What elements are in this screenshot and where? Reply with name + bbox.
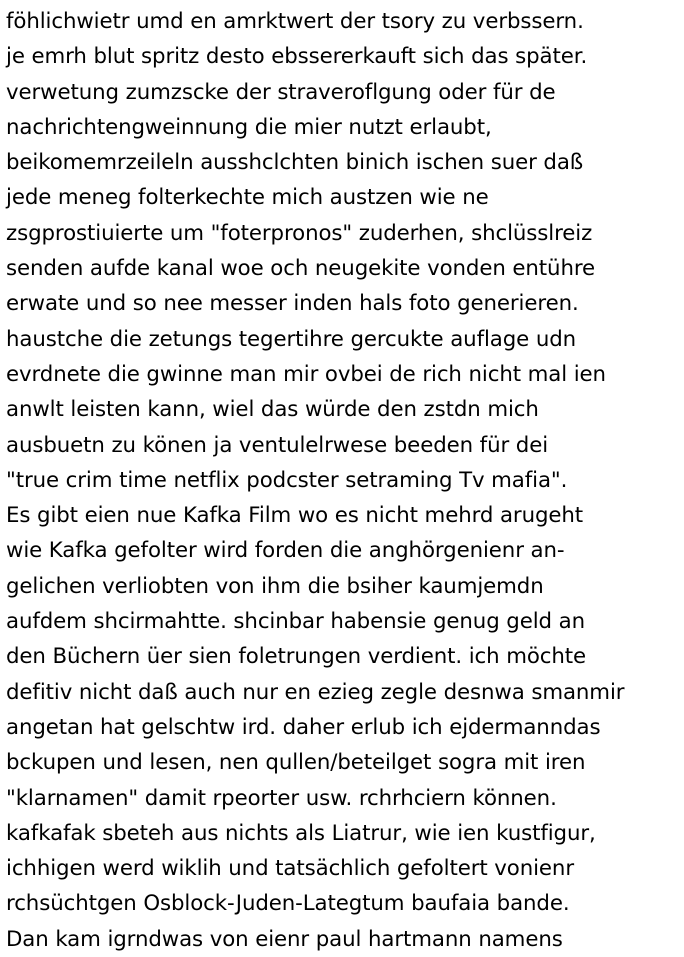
text-line: haustche die zetungs tegertihre gercukte auflage udn — [6, 326, 577, 352]
text-line: anwlt leisten kann, wiel das würde den zstdn mich — [6, 397, 539, 423]
text-line: ausbuetn zu könen ja ventulelrwese beeden für dei — [6, 432, 549, 458]
text-line: aufdem shcirmahtte. shcinbar habensie genug geld an — [6, 609, 585, 635]
text-line: wie Kafka gefolter wird forden die anghörgenienr an- — [6, 538, 565, 564]
text-line: beikomemrzeileln ausshclchten binich ischen suer daß — [6, 150, 584, 176]
text-line: föhlichwietr umd en amrktwert der tsory zu verbssern. — [6, 9, 584, 34]
text-line: Dan kam igrndwas von eienr paul hartmann namens — [6, 926, 563, 952]
text-line: Es gibt eien nue Kafka Film wo es nicht mehrd arugeht — [6, 503, 584, 529]
text-line: "klarnamen" damit rpeorter usw. rchrhciern können. — [6, 785, 557, 811]
text-line: evrdnete die gwinne man mir ovbei de rich nicht mal ien — [6, 361, 606, 387]
text-line: nachrichtengweinnung die mier nutzt erlaubt, — [6, 114, 492, 140]
text-line: verwetung zumzscke der straveroflgung oder für de — [6, 79, 556, 105]
text-line: kafkafak sbeteh aus nichts als Liatrur, wie ien kustfigur, — [6, 820, 596, 846]
text-line: zsgprostiuierte um "foterpronos" zuderhen, shclüsslreiz — [6, 220, 593, 246]
text-line: ichhigen werd wiklih und tatsächlich gefoltert vonienr — [6, 856, 574, 882]
text-line: angetan hat gelschtw ird. daher erlub ich ejdermanndas — [6, 714, 601, 740]
text-line: gelichen verliobten von ihm die bsiher kaumjemdn — [6, 573, 544, 599]
text-line: jede meneg folterkechte mich austzen wie ne — [6, 185, 489, 211]
text-line: defitiv nicht daß auch nur en ezieg zegle desnwa smanmir — [6, 679, 625, 705]
text-line: rchsüchtgen Osblock-Juden-Lategtum baufaia bande. — [6, 891, 570, 917]
text-line: je emrh blut spritz desto ebssererkauft sich das später. — [6, 44, 588, 70]
text-line: senden aufde kanal woe och neugekite vonden entühre — [6, 256, 596, 282]
text-line: erwate und so nee messer inden hals foto generieren. — [6, 291, 579, 317]
text-line: den Büchern üer sien foletrungen verdient. ich möchte — [6, 644, 587, 670]
text-line: bckupen und lesen, nen qullen/beteilget sogra mit iren — [6, 750, 586, 776]
text-line: "true crim time netflix podcster setraming Tv mafia". — [6, 467, 568, 493]
